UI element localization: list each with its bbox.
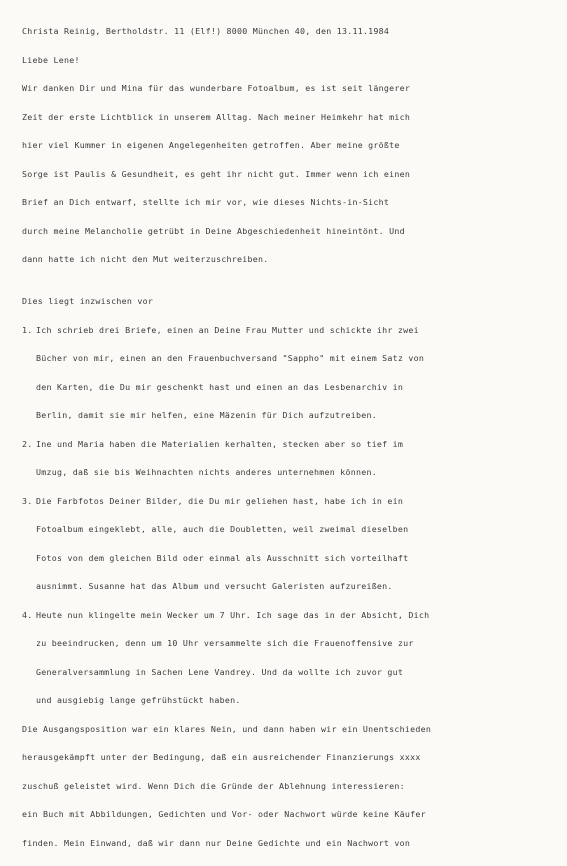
- list-item-line: Ine und Maria haben die Materialien kerhalten, stecken aber so tief im: [36, 439, 403, 468]
- list-item-line: Heute nun klingelte mein Wecker um 7 Uhr. Ich sage das in der Absicht, Dich: [36, 610, 429, 639]
- list-item-line: Umzug, daß sie bis Weihnachten nichts anderes unternehmen können.: [36, 467, 403, 496]
- list-item-line: Bücher von mir, einen an den Frauenbuchversand "Sappho" mit einem Satz von: [36, 353, 424, 382]
- list-item: [22, 325, 557, 439]
- list-item-line: Fotos von dem gleichen Bild oder einmal als Ausschnitt sich vorteilhaft: [36, 553, 408, 582]
- closing-line: herausgekämpft unter der Bedingung, daß ein ausreichender Finanzierungs xxxx: [22, 752, 557, 781]
- intro-line: Brief an Dich entwarf, stellte ich mir vor, wie dieses Nichts-in-Sicht: [22, 197, 557, 226]
- list-item-line: Berlin, damit sie mir helfen, eine Mäzenin für Dich aufzutreiben.: [36, 410, 424, 439]
- list-item-line: Die Farbfotos Deiner Bilder, die Du mir geliehen hast, habe ich in ein: [36, 496, 408, 525]
- intro-paragraph: [22, 83, 557, 296]
- closing-line: finden. Mein Einwand, daß wir dann nur Deine Gedichte und ein Nachwort von: [22, 838, 557, 866]
- list-item: [22, 439, 557, 496]
- intro-line: hier viel Kummer in eigenen Angelegenheiten getroffen. Aber meine größte: [22, 140, 557, 169]
- list-item-line: Generalversammlung in Sachen Lene Vandrey. Und da wollte ich zuvor gut: [36, 667, 429, 696]
- list-item-number: 3.: [22, 496, 36, 610]
- list-item-line: zu beeindrucken, denn um 10 Uhr versammelte sich die Frauenoffensive zur: [36, 638, 429, 667]
- numbered-list: [22, 325, 557, 724]
- letter-header: Christa Reinig, Bertholdstr. 11 (Elf!) 8000 München 40, den 13.11.1984: [22, 26, 557, 55]
- intro-line: durch meine Melancholie getrübt in Deine Abgeschiedenheit hineintönt. Und: [22, 226, 557, 255]
- list-item: [22, 610, 557, 724]
- intro-line: Zeit der erste Lichtblick in unserem Alltag. Nach meiner Heimkehr hat mich: [22, 112, 557, 141]
- list-item-line: Ich schrieb drei Briefe, einen an Deine Frau Mutter und schickte ihr zwei: [36, 325, 424, 354]
- intro-line: dann hatte ich nicht den Mut weiterzuschreiben.: [22, 254, 557, 296]
- closing-line: zuschuß geleistet wird. Wenn Dich die Gründe der Ablehnung interessieren:: [22, 781, 557, 810]
- list-item-number: 2.: [22, 439, 36, 496]
- list-intro: Dies liegt inzwischen vor: [22, 296, 557, 325]
- list-item-line: Fotoalbum eingeklebt, alle, auch die Doubletten, weil zweimal dieselben: [36, 524, 408, 553]
- list-item-line: und ausgiebig lange gefrühstückt haben.: [36, 695, 429, 724]
- closing-paragraph: [22, 724, 557, 866]
- closing-line: ein Buch mit Abbildungen, Gedichten und Vor- oder Nachwort würde keine Käufer: [22, 809, 557, 838]
- salutation: Liebe Lene!: [22, 55, 557, 84]
- list-item-line: ausnimmt. Susanne hat das Album und versucht Galeristen aufzureißen.: [36, 581, 408, 610]
- closing-line: Die Ausgangsposition war ein klares Nein, und dann haben wir ein Unentschieden: [22, 724, 557, 753]
- intro-line: Wir danken Dir und Mina für das wunderbare Fotoalbum, es ist seit längerer: [22, 83, 557, 112]
- list-item-line: den Karten, die Du mir geschenkt hast und einen an das Lesbenarchiv in: [36, 382, 424, 411]
- list-item: [22, 496, 557, 610]
- list-item-number: 4.: [22, 610, 36, 724]
- list-item-number: 1.: [22, 325, 36, 439]
- intro-line: Sorge ist Paulis & Gesundheit, es geht ihr nicht gut. Immer wenn ich einen: [22, 169, 557, 198]
